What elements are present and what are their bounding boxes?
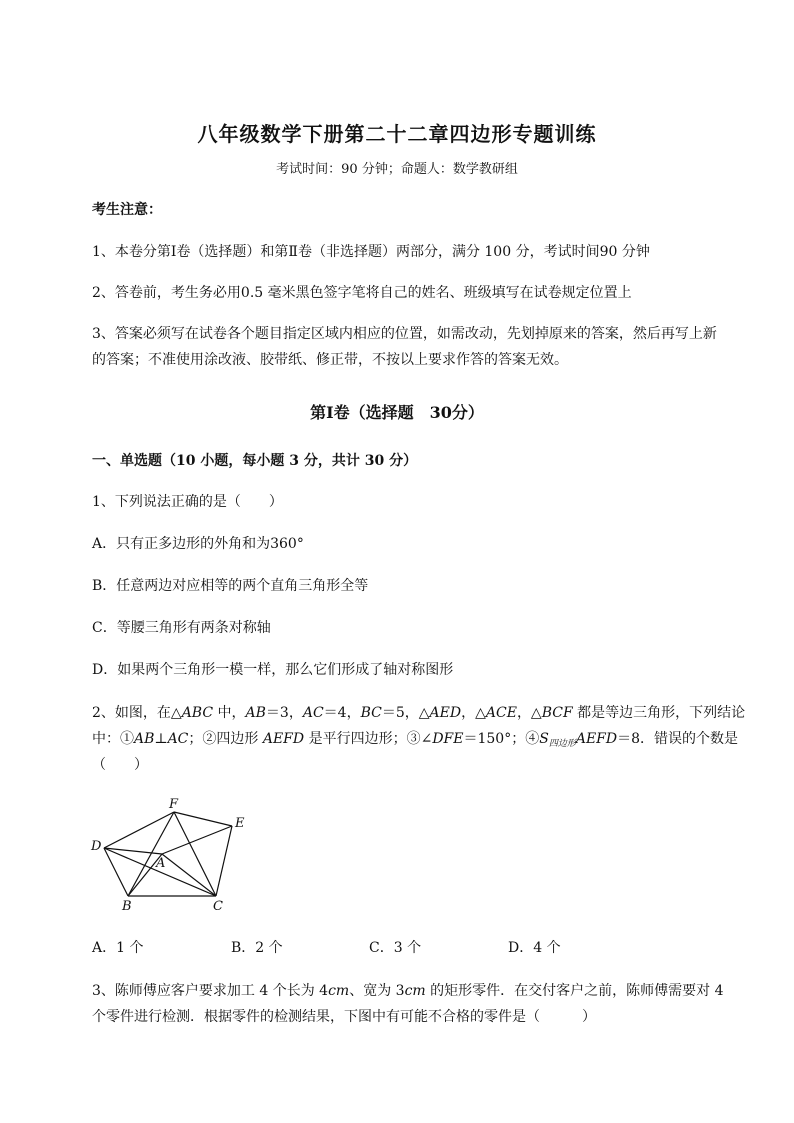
q2-subscript: 四边形 xyxy=(548,739,576,749)
q2-text: 都是等边三角形，下列结论 xyxy=(572,705,746,721)
label-c: C xyxy=(213,899,223,914)
q2-math: AEFD xyxy=(575,731,618,747)
q1-option-b: B．任意两边对应相等的两个直角三角形全等 xyxy=(92,578,369,594)
q2-option-a: A．1 个 xyxy=(92,940,144,956)
q2-math: AEFD xyxy=(262,731,305,747)
q2-text: 中：① xyxy=(92,731,134,747)
q2-math: AC xyxy=(302,705,324,721)
q1-stem: 1、下列说法正确的是（ ） xyxy=(92,494,283,510)
q3-stem-line2: 个零件进行检测．根据零件的检测结果，下图中有可能不合格的零件是（ ） xyxy=(92,1009,596,1025)
q2-stem-line2 xyxy=(92,727,752,756)
notice-item-3-cont: 的答案；不准使用涂改液、胶带纸、修正带，不按以上要求作答的答案无效。 xyxy=(92,352,568,368)
q2-option-d: D．4 个 xyxy=(508,940,561,956)
label-e: E xyxy=(235,816,245,831)
label-b: B xyxy=(122,899,132,914)
q2-text: 2、如图，在△ xyxy=(92,705,182,721)
segment-fc xyxy=(174,812,216,896)
q2-math: AB xyxy=(245,705,266,721)
segment-fb xyxy=(128,812,174,896)
q2-math: AB⊥AC xyxy=(134,731,189,747)
q2-text: ，△ xyxy=(461,705,486,721)
segment-ae xyxy=(162,826,232,854)
q2-text: 中， xyxy=(213,705,246,721)
q3-text: 的矩形零件．在交付客户之前，陈师傅需要对 4 xyxy=(425,983,724,999)
notice-item-3: 3、答案必须写在试卷各个题目指定区域内相应的位置，如需改动，先划掉原来的答案，然后再写上新 xyxy=(92,326,717,342)
q2-math: BC xyxy=(360,705,382,721)
page-subtitle: 考试时间：90 分钟；命题人：数学教研组 xyxy=(276,162,518,177)
q2-text: ＝5，△ xyxy=(381,705,430,721)
part1-title: 第Ⅰ卷（选择题 30分） xyxy=(310,403,484,422)
q3-text: 3、陈师傅应客户要求加工 4 个长为 4 xyxy=(92,983,329,999)
q1-option-a: A．只有正多边形的外角和为360° xyxy=(92,536,304,552)
q2-text: ＝4， xyxy=(323,705,361,721)
q2-text: ；②四边形 xyxy=(188,731,263,747)
q1-option-d: D．如果两个三角形一模一样，那么它们形成了轴对称图形 xyxy=(92,662,454,678)
q3-unit: cm xyxy=(328,983,350,999)
segment-db xyxy=(104,848,128,896)
label-a: A xyxy=(156,856,166,871)
q1-option-c: C．等腰三角形有两条对称轴 xyxy=(92,620,271,636)
q2-stem-line1 xyxy=(92,701,752,725)
q3-text: 、宽为 3 xyxy=(349,983,405,999)
page-title: 八年级数学下册第二十二章四边形专题训练 xyxy=(197,122,597,146)
segment-ec xyxy=(216,826,232,896)
q2-math: ABC xyxy=(181,705,214,721)
q2-option-c: C．3 个 xyxy=(369,940,422,956)
segment-ac xyxy=(162,854,216,896)
q3-unit: cm xyxy=(404,983,426,999)
segment-fe xyxy=(174,812,232,826)
notice-item-2: 2、答卷前，考生务必用0.5 毫米黑色签字笔将自己的姓名、班级填写在试卷规定位置上 xyxy=(92,285,632,301)
q2-text: ＝150°；④ xyxy=(463,731,540,747)
q2-text: ＝8．错误的个数是 xyxy=(617,731,739,747)
notice-heading: 考生注意： xyxy=(92,202,162,218)
q2-text: ，△ xyxy=(516,705,542,721)
q2-math: ACE xyxy=(485,705,517,721)
section-heading: 一、单选题（10 小题，每小题 3 分，共计 30 分） xyxy=(92,453,418,469)
notice-item-1: 1、本卷分第Ⅰ卷（选择题）和第Ⅱ卷（非选择题）两部分，满分 100 分，考试时间90 分钟 xyxy=(92,244,650,260)
label-f: F xyxy=(169,797,179,812)
label-d: D xyxy=(91,839,102,854)
q2-text: ＝3， xyxy=(265,705,303,721)
q2-stem-line3: （ ） xyxy=(92,757,148,773)
q2-math: BCF xyxy=(541,705,573,721)
q2-math: S xyxy=(539,731,549,747)
q2-math: AED xyxy=(429,705,462,721)
q2-math: DFE xyxy=(432,731,464,747)
q3-stem-line1 xyxy=(92,979,752,1003)
q2-text: 是平行四边形；③∠ xyxy=(304,731,433,747)
q2-figure xyxy=(86,796,256,916)
q2-option-b: B．2 个 xyxy=(231,940,283,956)
